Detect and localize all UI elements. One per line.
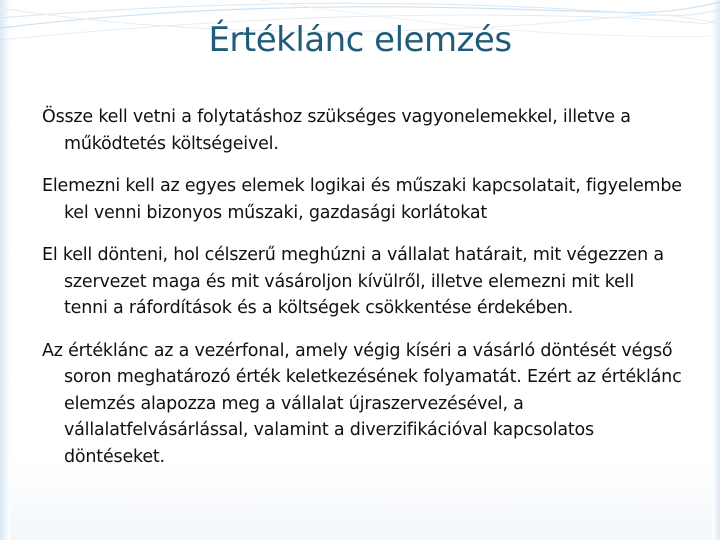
bullet-paragraph-1: Össze kell vetni a folytatáshoz szükséges vagyonelemekkel, illetve a működtetés költségeivel. <box>42 107 631 154</box>
slide-title: Értéklánc elemzés <box>208 20 512 60</box>
slide-body <box>42 104 682 486</box>
bullet-paragraph-2: Elemezni kell az egyes elemek logikai és műszaki kapcsolatait, figyelembe kel venni bizonyos műszaki, gazdasági korlátokat <box>42 176 682 223</box>
bullet-paragraph-3: El kell dönteni, hol célszerű meghúzni a vállalat határait, mit végezzen a szervezet maga és mit vásároljon kívülről, illetve elemezni mit kell tenni a ráfordítások és a költségek csökkentése érdekében. <box>42 245 664 318</box>
bullet-paragraph-4: Az értéklánc az a vezérfonal, amely végig kíséri a vásárló döntését végső soron meghatározó érték keletkezésének folyamatát. Ezért az értéklánc elemzés alapozza meg a vállalat újraszervezésével, a vállalatfelvásárlással, valamint a diverzifikációval kapcsolatos döntéseket. <box>42 340 682 467</box>
swoosh-line-2 <box>0 3 720 18</box>
